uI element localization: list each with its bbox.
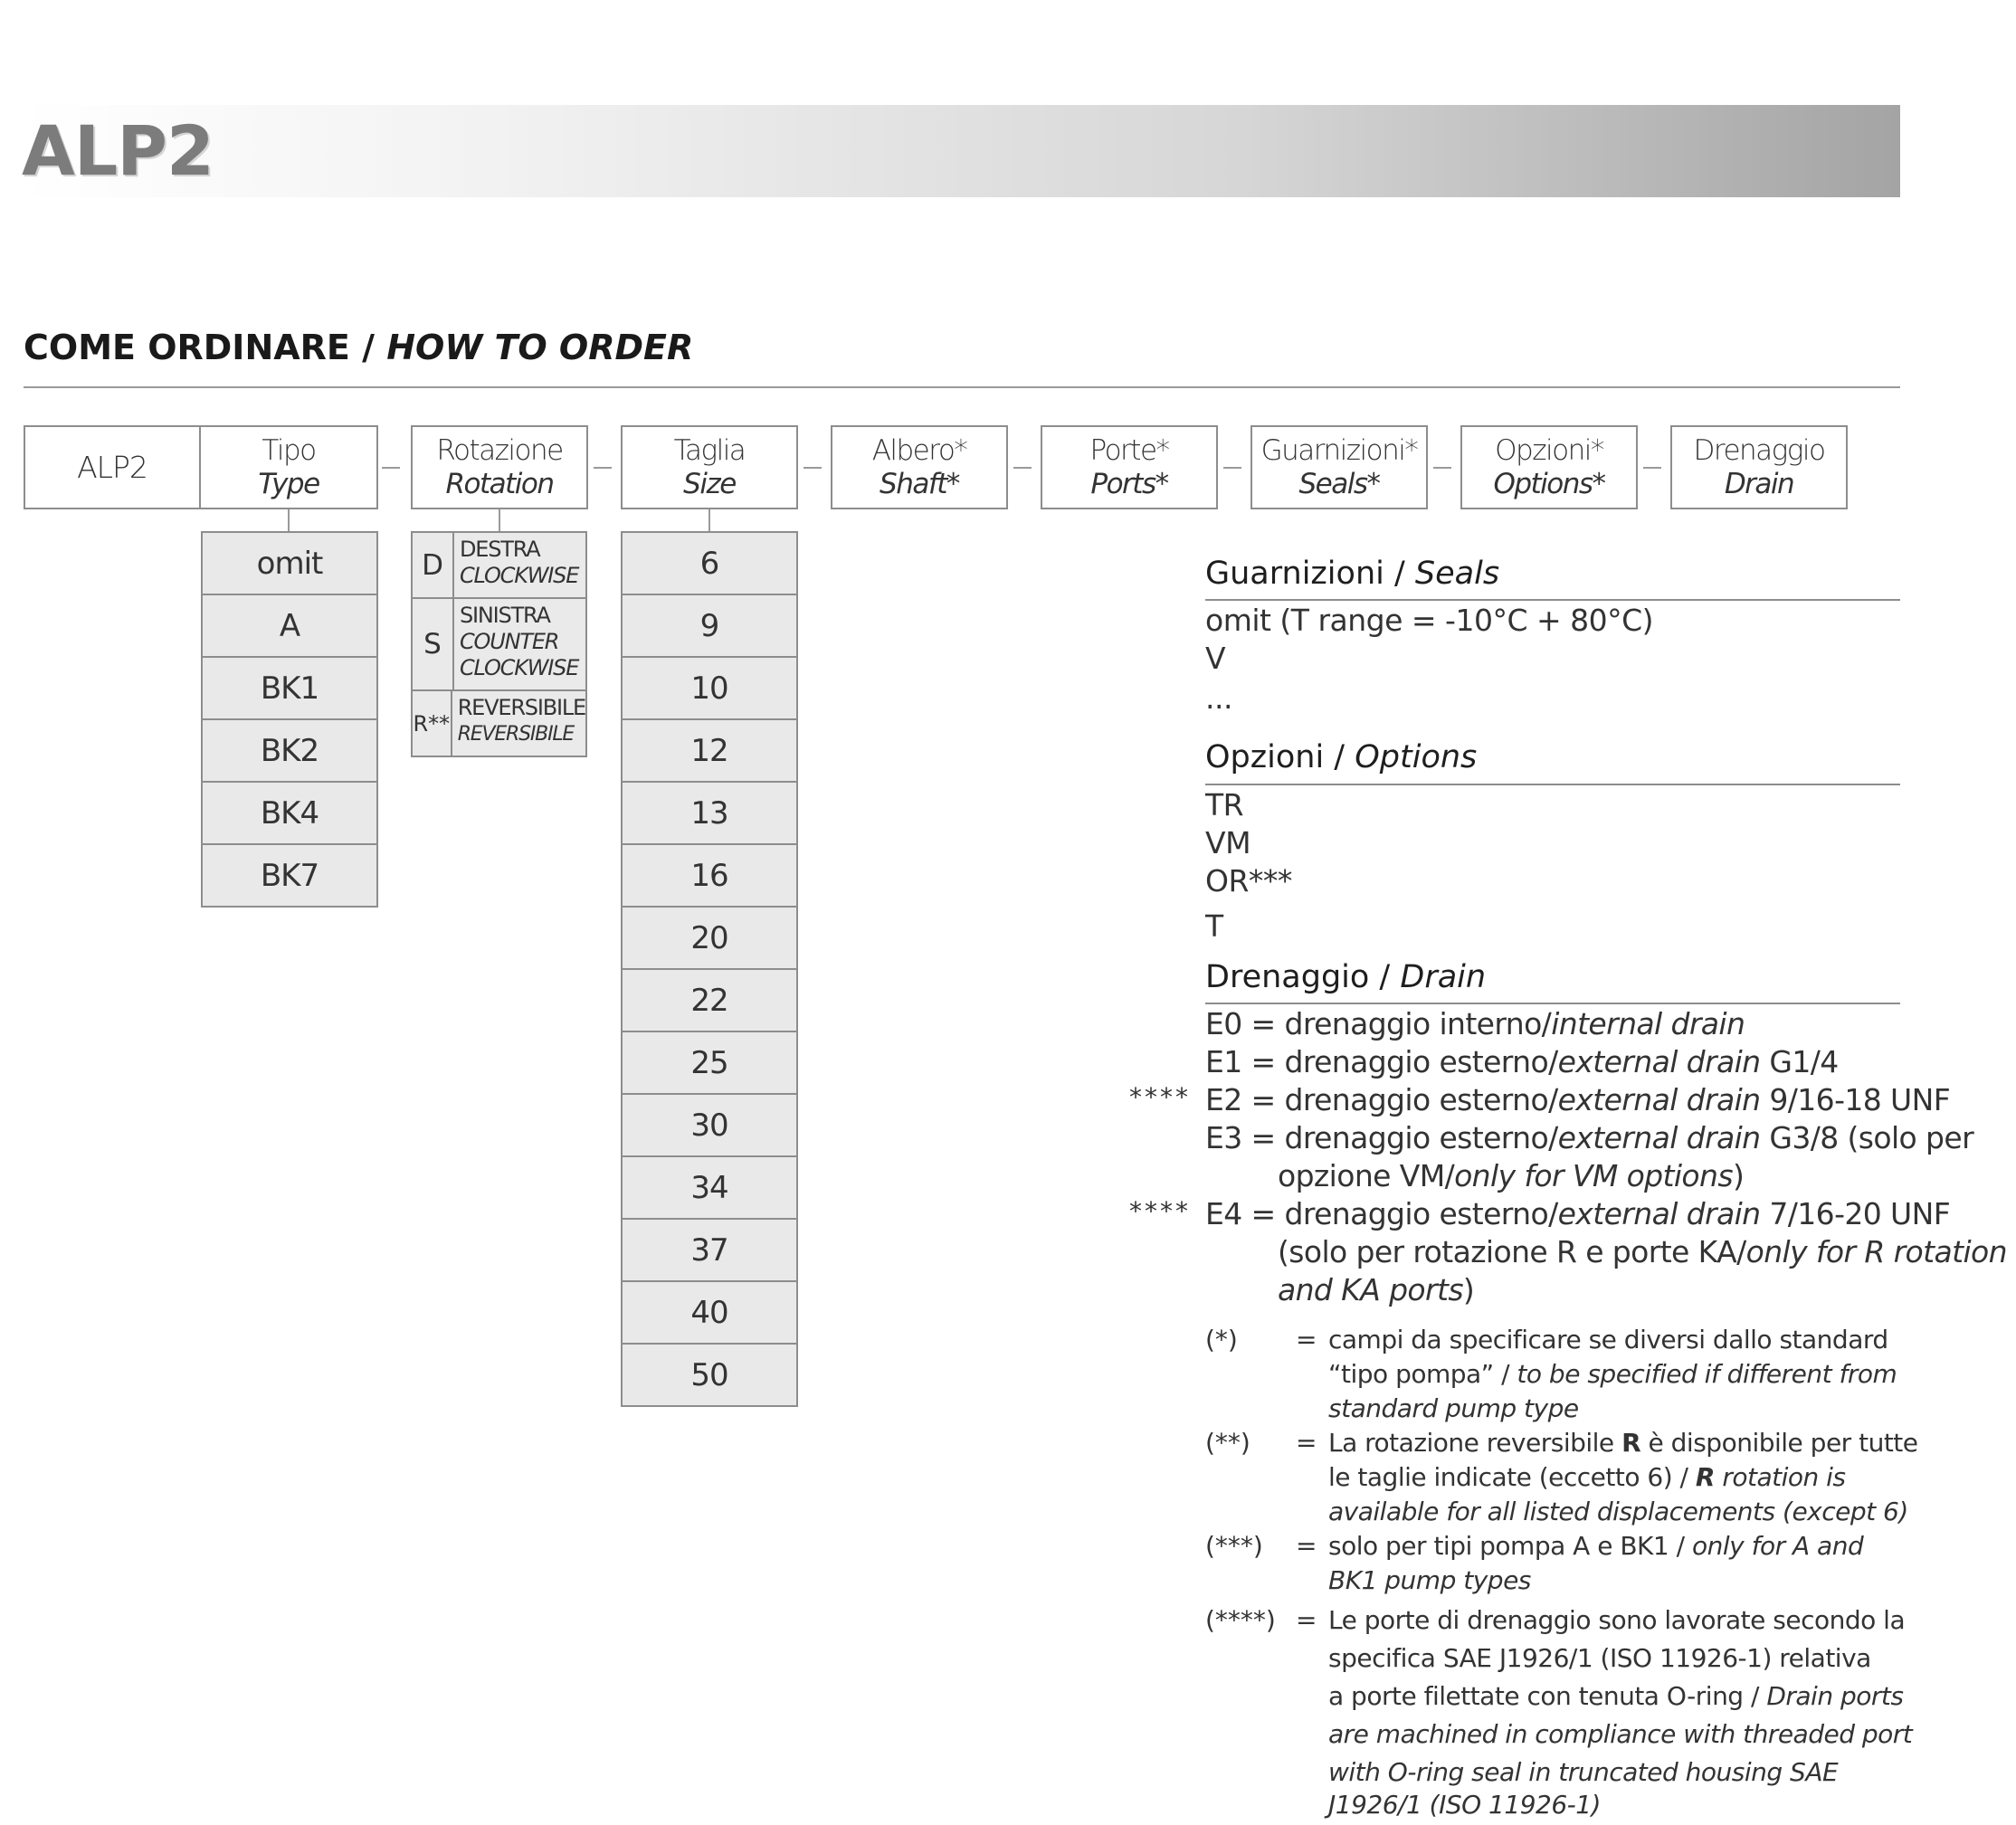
- rotation-code: R**: [413, 691, 452, 756]
- size-connector: [708, 509, 710, 533]
- note-equals: =: [1296, 1605, 1317, 1635]
- option-item: TR: [1205, 787, 1244, 822]
- code-box-seals: [1250, 425, 1428, 509]
- section-title-it: COME ORDINARE /: [24, 328, 375, 367]
- note-text: Le porte di drenaggio sono lavorate secondo la: [1328, 1605, 1906, 1635]
- note-equals: =: [1296, 1428, 1317, 1458]
- note-text-en: to be specified if different from: [1517, 1359, 1897, 1389]
- drain-e3b-en: only for VM options: [1454, 1158, 1733, 1193]
- drain-e1-en: external drain: [1557, 1044, 1761, 1079]
- note-text: [1328, 1565, 1531, 1595]
- rotation-desc-en: CLOCKWISE: [460, 655, 579, 680]
- drain-e0-it: E0 = drenaggio interno/: [1205, 1006, 1552, 1041]
- rotation-desc-it: DESTRA: [460, 537, 540, 562]
- size-option: 37: [621, 1218, 798, 1282]
- code-box-options-en: Options*: [1493, 467, 1605, 500]
- code-box-model-label: ALP2: [77, 450, 147, 485]
- size-option: 9: [621, 594, 798, 658]
- code-box-type: [199, 425, 378, 509]
- drain-e0-en: internal drain: [1551, 1006, 1745, 1041]
- rotation-desc-it: SINISTRA: [460, 603, 550, 628]
- size-option: 50: [621, 1343, 798, 1407]
- size-option: 22: [621, 968, 798, 1032]
- code-separator: [804, 467, 822, 469]
- drain-e4c-tail: ): [1462, 1272, 1475, 1307]
- size-option: 16: [621, 843, 798, 908]
- note-text: [1328, 1359, 1897, 1389]
- code-box-type-en: Type: [258, 467, 319, 500]
- note-equals: =: [1296, 1531, 1317, 1561]
- brand-title: ALP2: [22, 110, 214, 191]
- type-option: BK2: [201, 718, 378, 783]
- note-text: [1328, 1428, 1918, 1458]
- size-option: 40: [621, 1280, 798, 1345]
- drain-e3b-it: opzione VM/: [1278, 1158, 1455, 1193]
- code-box-ports-en: Ports*: [1090, 467, 1168, 500]
- code-box-drain-it: Drenaggio: [1693, 433, 1825, 467]
- drain-e1-tail: G1/4: [1760, 1044, 1839, 1079]
- note-key: (*): [1205, 1325, 1238, 1354]
- note-text-en: J1926/1 (ISO 11926-1): [1328, 1790, 1601, 1820]
- drain-e4b-en: only for R rotation: [1745, 1234, 2007, 1269]
- note-text: [1328, 1531, 1863, 1561]
- note-text-en: BK1 pump types: [1328, 1565, 1531, 1595]
- drain-e3b-tail: ): [1732, 1158, 1745, 1193]
- rotation-desc: [452, 691, 585, 756]
- code-box-size-it: Taglia: [673, 433, 746, 467]
- rotation-code: D: [413, 533, 454, 597]
- type-option: omit: [201, 531, 378, 595]
- size-option: 25: [621, 1031, 798, 1095]
- note-text-en: available for all listed displacements (except 6): [1328, 1497, 1908, 1526]
- option-item: T: [1205, 908, 1223, 944]
- code-box-shaft-en: Shaft*: [880, 467, 959, 500]
- code-box-seals-en: Seals*: [1298, 467, 1380, 500]
- note-text: [1328, 1497, 1908, 1526]
- code-box-shaft: [831, 425, 1008, 509]
- note-text: [1328, 1719, 1912, 1749]
- size-option: 12: [621, 718, 798, 783]
- note-text-it: La rotazione reversibile: [1328, 1428, 1622, 1458]
- size-option: 13: [621, 781, 798, 845]
- drain-e4: [1205, 1196, 1950, 1231]
- drain-marker: ****: [1129, 1196, 1191, 1226]
- drain-rule: [1205, 1003, 1900, 1004]
- code-box-ports-it: Porte*: [1089, 433, 1169, 467]
- drain-e4-en: external drain: [1557, 1196, 1761, 1231]
- drain-e3: [1205, 1120, 1973, 1155]
- type-connector: [288, 509, 290, 533]
- note-text-it: le taglie indicate (eccetto 6) /: [1328, 1462, 1696, 1492]
- note-text: [1328, 1681, 1903, 1711]
- code-box-type-it: Tipo: [262, 433, 316, 467]
- drain-e3-it: E3 = drenaggio esterno/: [1205, 1120, 1558, 1155]
- note-text-bold: R: [1695, 1462, 1715, 1492]
- options-heading: [1205, 739, 1477, 775]
- drain-e3-tail: G3/8 (solo per: [1760, 1120, 1974, 1155]
- note-text-it: “tipo pompa” /: [1328, 1359, 1517, 1389]
- code-separator: [1013, 467, 1032, 469]
- rotation-desc-en: CLOCKWISE: [460, 563, 579, 588]
- note-text-en: are machined in compliance with threaded port: [1328, 1719, 1913, 1749]
- rotation-desc-en: REVERSIBILE: [457, 723, 575, 746]
- type-option: A: [201, 594, 378, 658]
- size-option: 6: [621, 531, 798, 595]
- note-text: [1328, 1757, 1838, 1787]
- size-option: 20: [621, 906, 798, 970]
- code-box-drain: [1670, 425, 1848, 509]
- drain-e2-it: E2 = drenaggio esterno/: [1205, 1082, 1558, 1117]
- code-box-shaft-it: Albero*: [871, 433, 967, 467]
- drain-e3-en: external drain: [1557, 1120, 1761, 1155]
- rotation-connector: [499, 509, 500, 533]
- seals-heading-it: Guarnizioni /: [1205, 556, 1405, 592]
- rotation-desc: [454, 599, 585, 689]
- drain-e2-tail: 9/16-18 UNF: [1760, 1082, 1951, 1117]
- drain-heading: [1205, 959, 1486, 995]
- drain-e4-it: E4 = drenaggio esterno/: [1205, 1196, 1558, 1231]
- drain-e2: [1205, 1082, 1950, 1117]
- size-options-list: [621, 531, 798, 1407]
- size-option: 30: [621, 1093, 798, 1157]
- code-box-options-it: Opzioni*: [1495, 433, 1603, 467]
- type-option: BK4: [201, 781, 378, 845]
- note-text: [1328, 1462, 1846, 1492]
- code-box-rotation-it: Rotazione: [436, 433, 563, 467]
- note-text-en: with O-ring seal in truncated housing SAE: [1328, 1757, 1839, 1787]
- note-text-it: è disponibile per tutte: [1640, 1428, 1918, 1458]
- code-box-size: [621, 425, 798, 509]
- note-key: (****): [1205, 1605, 1276, 1635]
- note-text-en: standard pump type: [1328, 1393, 1579, 1423]
- seals-rule: [1205, 599, 1900, 601]
- code-box-rotation: [411, 425, 588, 509]
- size-option: 10: [621, 656, 798, 720]
- note-key: (***): [1205, 1531, 1263, 1561]
- code-separator: [1433, 467, 1451, 469]
- seal-option: ...: [1205, 680, 1232, 716]
- options-heading-en: Options: [1355, 739, 1478, 775]
- section-title-en: HOW TO ORDER: [386, 328, 694, 367]
- drain-heading-it: Drenaggio /: [1205, 959, 1391, 995]
- code-box-drain-en: Drain: [1724, 467, 1794, 500]
- option-item: VM: [1205, 825, 1251, 860]
- code-box-model: [24, 425, 201, 509]
- note-text-en: rotation is: [1714, 1462, 1846, 1492]
- drain-e1-it: E1 = drenaggio esterno/: [1205, 1044, 1558, 1079]
- note-text-en: only for A and: [1691, 1531, 1864, 1561]
- rotation-desc: [454, 533, 585, 597]
- rotation-option: [411, 689, 587, 757]
- code-box-ports: [1041, 425, 1218, 509]
- rotation-code: S: [413, 599, 454, 689]
- drain-e4-continued: [1278, 1234, 2007, 1269]
- seal-option: V: [1205, 641, 1226, 676]
- note-key: (**): [1205, 1428, 1250, 1458]
- note-text-en: Drain ports: [1766, 1681, 1904, 1711]
- drain-e2-en: external drain: [1557, 1082, 1761, 1117]
- rotation-desc-en: COUNTER: [460, 629, 559, 654]
- note-text: [1328, 1790, 1601, 1820]
- type-option: BK1: [201, 656, 378, 720]
- drain-marker: ****: [1129, 1082, 1191, 1112]
- code-separator: [1643, 467, 1661, 469]
- seal-option: omit (T range = -10°C + 80°C): [1205, 603, 1654, 638]
- header-band: [22, 105, 1900, 197]
- seals-heading: [1205, 556, 1499, 592]
- drain-e4b-it: (solo per rotazione R e porte KA/: [1278, 1234, 1746, 1269]
- rotation-options-table: [411, 531, 587, 757]
- code-separator: [1223, 467, 1241, 469]
- note-text-bold: R: [1621, 1428, 1641, 1458]
- code-box-seals-it: Guarnizioni*: [1260, 433, 1418, 467]
- type-option: BK7: [201, 843, 378, 908]
- size-option: 34: [621, 1155, 798, 1220]
- drain-heading-en: Drain: [1400, 959, 1487, 995]
- section-divider: [24, 386, 1900, 388]
- rotation-option: [411, 597, 587, 691]
- drain-e4-tail: 7/16-20 UNF: [1760, 1196, 1951, 1231]
- section-title: [24, 328, 693, 367]
- seals-heading-en: Seals: [1414, 556, 1500, 592]
- code-box-size-en: Size: [683, 467, 736, 500]
- drain-e3-continued: [1278, 1158, 1744, 1193]
- note-equals: =: [1296, 1325, 1317, 1354]
- code-box-rotation-en: Rotation: [445, 467, 554, 500]
- note-text-it: a porte filettate con tenuta O-ring /: [1328, 1681, 1767, 1711]
- type-options-list: [201, 531, 378, 908]
- note-text: campi da specificare se diversi dallo standard: [1328, 1325, 1888, 1354]
- drain-e4-continued: [1278, 1272, 1474, 1307]
- drain-e1: [1205, 1044, 1839, 1079]
- rotation-desc-it: REVERSIBILE: [457, 695, 585, 720]
- rotation-option: [411, 531, 587, 599]
- note-text-it: solo per tipi pompa A e BK1 /: [1328, 1531, 1692, 1561]
- drain-e4c-en: and KA ports: [1278, 1272, 1463, 1307]
- code-separator: [382, 467, 400, 469]
- note-text: specifica SAE J1926/1 (ISO 11926-1) relativa: [1328, 1643, 1871, 1673]
- code-box-options: [1460, 425, 1638, 509]
- drain-e0: [1205, 1006, 1745, 1041]
- options-heading-it: Opzioni /: [1205, 739, 1346, 775]
- note-text: [1328, 1393, 1579, 1423]
- code-separator: [594, 467, 612, 469]
- options-rule: [1205, 784, 1900, 785]
- option-item: OR***: [1205, 863, 1292, 898]
